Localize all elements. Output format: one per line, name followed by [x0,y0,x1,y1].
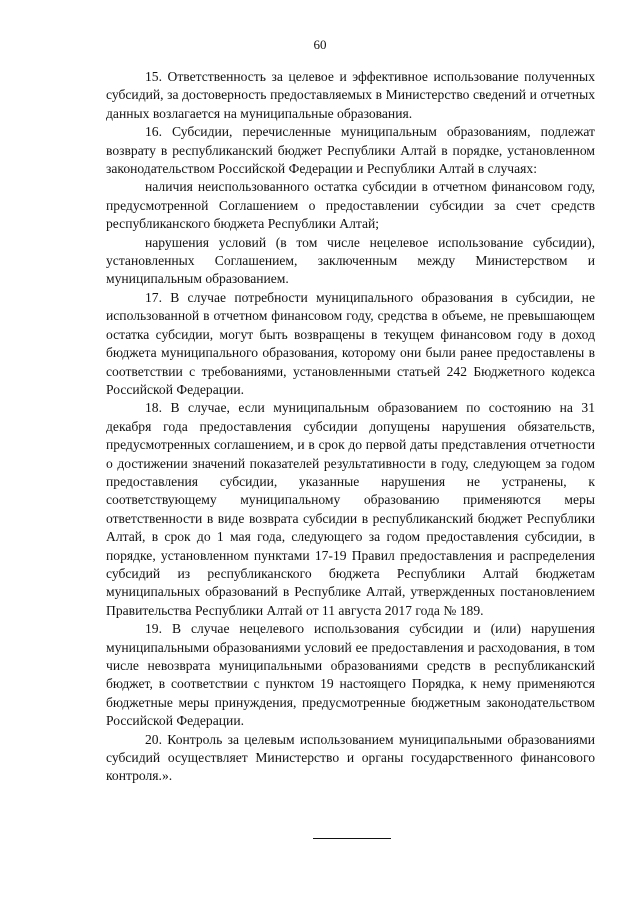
document-body [106,68,595,786]
page-number: 60 [313,37,327,52]
paragraph-16-refund-cases: 16. Субсидии, перечисленные муниципальным образованиям, подлежат возврату в республиканский бюджет Республики Алтай в порядке, установленном законодательством Российской Федерации и Республики Алтай в случаях: [106,124,595,177]
paragraph-15-responsibility: 15. Ответственность за целевое и эффективное использование полученных субсидий, за достоверность предоставляемых в Министерство сведений и отчетных данных возлагается на муниципальные образования. [106,69,595,121]
paragraph-16-case-unused-balance: наличия неиспользованного остатка субсидии в отчетном финансовом году, предусмотренной Соглашением о предоставлении субсидии за счет средств республиканского бюджета Республики Алтай; [106,179,595,232]
end-of-text-rule [313,838,391,839]
paragraph-17-return-of-balance: 17. В случае потребности муниципального образования в субсидии, не использованной в отчетном финансовом году, средства в объеме, не превышающем остатка субсидии, могут быть возвращены в текущем финансовом году в доход бюджета муниципального образования, которому они были ранее предоставлены в соответствии с требованиями, установленными статьей 242 Бюджетного кодекса Российской Федерации. [106,289,595,397]
paragraph-16-case-violation: нарушения условий (в том числе нецелевое использование субсидии), установленных Соглашением, заключенным между Министерством и муниципальным образованием. [106,234,595,287]
paragraph-18-liability-measures: 18. В случае, если муниципальным образованием по состоянию на 31 декабря года предоставления субсидии допущены нарушения обязательств, предусмотренных соглашением, и в срок до первой даты представления отчетности о достижении значений показателей результативности в году, следующем за годом предоставления субсидии, указанные нарушения не устранены, к соответствующему муниципальному образованию применяются меры ответственности в виде возврата субсидии в республиканский бюджет Республики Алтай, в срок до 1 мая года, следующего за годом предоставления субсидии, в порядке, установленном пунктами 17-19 Правил предоставления и распределения субсидий из республиканского бюджета Республики Алтай бюджетам муниципальных образований в Республике Алтай, утвержденных постановлением Правительства Республики Алтай от 11 августа 2017 года № 189. [106,400,595,618]
paragraph-20-control: 20. Контроль за целевым использованием муниципальными образованиями субсидий осуществляет Министерство и органы государственного финансового контроля.». [106,731,595,784]
paragraph-19-coercion-measures: 19. В случае нецелевого использования субсидии и (или) нарушения муниципальными образованиями условий ее предоставления и расходования, в том числе невозврата муниципальными образованиями средств в республиканский бюджет, в соответствии с пунктом 19 настоящего Порядка, к нему применяются бюджетные меры принуждения, предусмотренные бюджетным законодательством Российской Федерации. [106,621,595,729]
